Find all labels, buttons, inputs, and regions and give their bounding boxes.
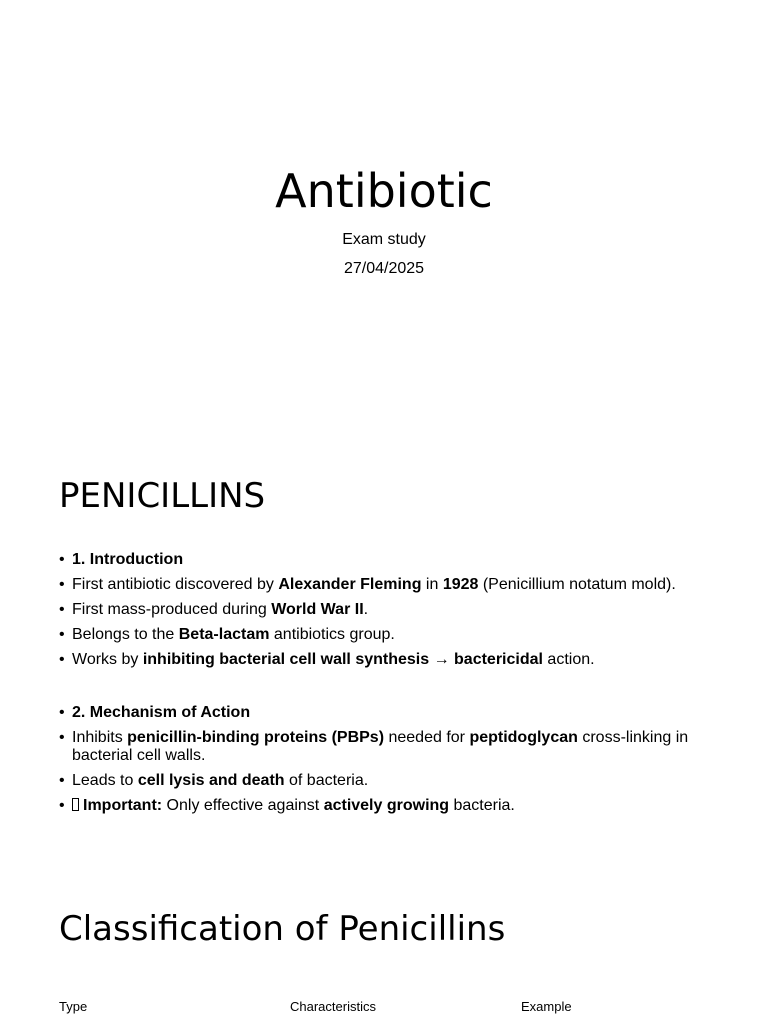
bullet-text: action. [542, 651, 595, 668]
bullet-inhibits-pbps [59, 729, 699, 765]
bullet-text: 1. Introduction [72, 551, 184, 568]
slide-date: 27/04/2025 [343, 260, 425, 277]
bullet-text-bold: cell lysis and death [137, 772, 285, 789]
bullet-text-bold: World War II [271, 601, 364, 618]
bullet-text-bold: inhibiting bacterial cell wall synthesis [142, 651, 430, 668]
table-header-characteristics: Characteristics [290, 999, 376, 1014]
bullet-text: Leads to [72, 772, 138, 789]
bullet-text: antibiotics group. [269, 626, 395, 643]
slide-subtitle: Exam study [342, 231, 426, 248]
bullet-text: First mass-produced during [72, 601, 272, 618]
bullet-text: cross-linking in bacterial cell walls. [72, 729, 689, 764]
bullet-text: Works by [72, 651, 143, 668]
bullet-text-bold: Important: [83, 797, 163, 814]
table-header-example: Example [521, 999, 572, 1014]
bullet-text-bold: penicillin-binding proteins (PBPs) [127, 729, 385, 746]
bullet-text: First antibiotic discovered by [72, 576, 279, 593]
section-title-classification: Classification of Penicillins [59, 909, 506, 949]
bullet-text: Only effective against [162, 797, 324, 814]
bullet-text-bold: Alexander Fleming [278, 576, 422, 593]
classification-table-header [0, 999, 768, 1017]
arrow-text: → [429, 651, 455, 668]
bullet-discovery [59, 576, 699, 594]
bullet-works-by [59, 651, 699, 669]
bullet-text-bold: Beta-lactam [178, 626, 270, 643]
bullet-mass-produced [59, 601, 699, 619]
section-title-penicillins: PENICILLINS [59, 476, 266, 516]
bullet-text: needed for [384, 729, 470, 746]
bullet-text: of bacteria. [284, 772, 369, 789]
bullet-text-bold: actively growing [323, 797, 450, 814]
bullet-cell-lysis [59, 772, 699, 790]
bullet-text-bold: peptidoglycan [469, 729, 578, 746]
table-header-type: Type [59, 999, 88, 1014]
bullet-text: Inhibits [72, 729, 128, 746]
bullet-important [59, 797, 699, 815]
mechanism-list [59, 704, 699, 822]
warning-icon [72, 798, 79, 811]
bullet-text: in [421, 576, 443, 593]
slide-title: Antibiotic [275, 164, 493, 218]
bullet-mechanism-heading [59, 704, 699, 722]
bullet-text-bold: bactericidal [454, 651, 543, 668]
bullet-text-bold: 1928 [442, 576, 479, 593]
bullet-text: bacteria. [449, 797, 515, 814]
bullet-introduction-heading [59, 551, 699, 569]
bullet-beta-lactam [59, 626, 699, 644]
introduction-list [59, 551, 699, 676]
bullet-text: (Penicillium notatum mold). [478, 576, 676, 593]
bullet-text: Belongs to the [72, 626, 179, 643]
bullet-text: 2. Mechanism of Action [72, 704, 251, 721]
bullet-text: . [363, 601, 369, 618]
